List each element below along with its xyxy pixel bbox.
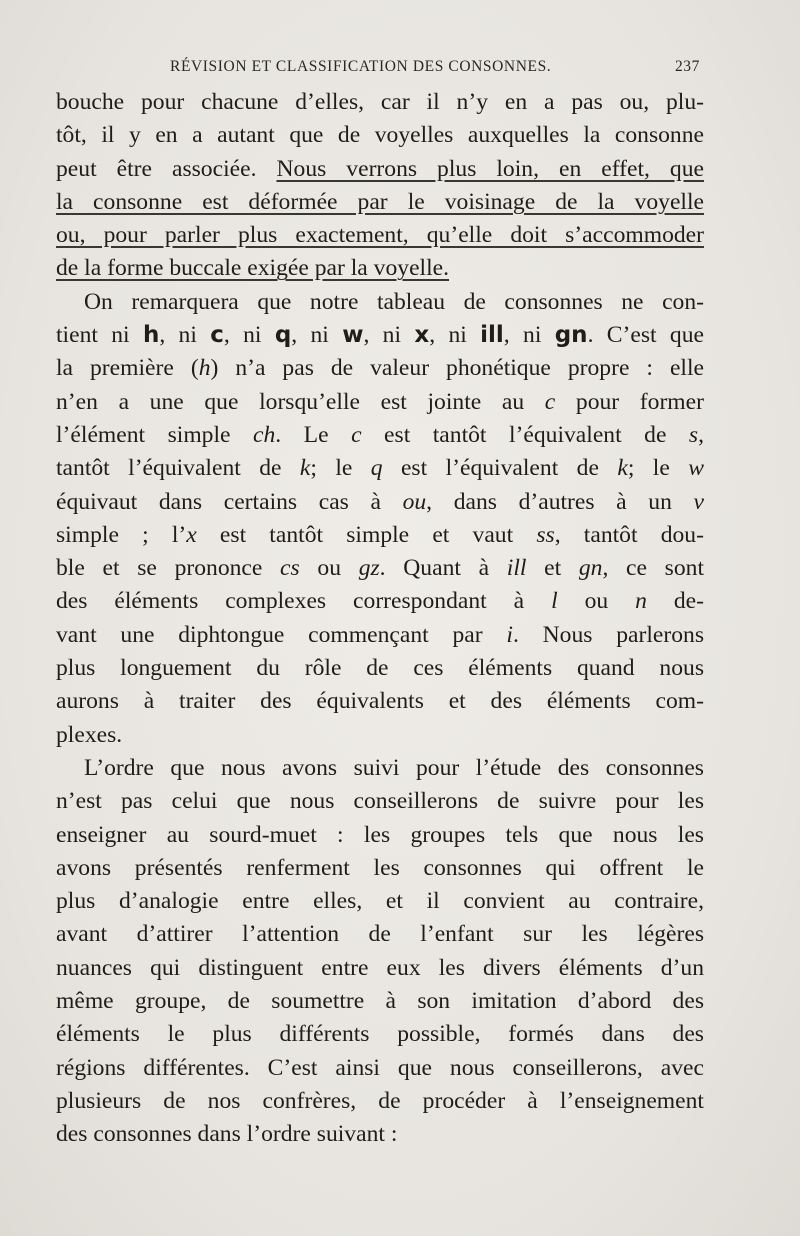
text-line [56, 419, 704, 452]
text-run: , ni [503, 322, 555, 349]
page-number: 237 [674, 58, 700, 75]
text-run: tantôt l’équivalent de [56, 455, 300, 482]
text-run: , tantôt dou- [554, 521, 704, 548]
text-run: simple ; l’ [56, 521, 187, 548]
bold-letter: w [342, 322, 364, 349]
text-line: avant d’attirer l’attention de l’enfant sur les légères [56, 921, 704, 948]
paragraph-3 [56, 752, 704, 1152]
italic-letter: gz [358, 555, 380, 582]
text-run: ou [557, 588, 636, 615]
text-line: nuances qui distinguent entre eux les divers éléments d’un [56, 954, 704, 981]
text-run: , ni [223, 322, 275, 349]
text-line [56, 519, 704, 552]
text-run: vant une diphtongue commençant par [56, 621, 507, 648]
italic-letter: n [635, 588, 647, 615]
text-run: , dans d’autres à un [426, 488, 694, 515]
text-line [56, 619, 704, 652]
text-line [56, 153, 704, 186]
italic-letter: s [688, 421, 699, 448]
text-line: régions différentes. C’est ainsi que nous conseillerons, avec [56, 1054, 704, 1081]
underlined-text: la consonne est déformée par le voisinage de la voyelle [56, 188, 704, 215]
text-line [56, 585, 704, 618]
paragraph-1 [56, 86, 704, 286]
italic-letter: ss [536, 521, 555, 548]
italic-letter: k [299, 455, 311, 482]
italic-letter: ch [253, 421, 276, 448]
text-run: . C’est que [587, 322, 704, 349]
italic-letter: i [506, 621, 513, 648]
text-line: L’ordre que nous avons suivi pour l’étude des consonnes [84, 754, 704, 781]
text-run: est tantôt simple et vaut [196, 521, 537, 548]
text-line: tôt, il y en a autant que de voyelles auxquelles la consonne [56, 122, 704, 149]
text-run: ; le [310, 455, 371, 482]
text-run: . Nous parlerons [512, 621, 704, 648]
italic-letter: l [551, 588, 558, 615]
running-head-title: RÉVISION ET CLASSIFICATION DES CONSONNES. [170, 58, 552, 75]
text-run: , ni [363, 322, 415, 349]
italic-letter: gn [578, 555, 603, 582]
text-run: . Quant à [379, 555, 507, 582]
italic-letter: v [693, 488, 704, 515]
text-line: avons présentés renferment les consonnes qui offrent le [56, 854, 704, 881]
bold-letter: q [274, 322, 292, 349]
text-line: plus d’analogie entre elles, et il convient au contraire, [56, 888, 704, 915]
text-line [56, 552, 704, 585]
text-run: des éléments complexes correspondant à [56, 588, 552, 615]
text-line [56, 186, 704, 219]
text-run: peut être associée. [56, 155, 277, 182]
text-run: ble et se prononce [56, 555, 281, 582]
italic-letter: ill [506, 555, 527, 582]
text-line: même groupe, de soumettre à son imitation d’abord des [56, 988, 704, 1015]
text-run: , ce sont [602, 555, 705, 582]
italic-letter: k [617, 455, 628, 482]
text-run: est l’équivalent de [382, 455, 618, 482]
text-run: la première ( [56, 355, 199, 382]
body-text [56, 86, 704, 1152]
text-run: tient ni [56, 322, 143, 349]
italic-letter: c [544, 388, 556, 415]
text-run: ) n’a pas de valeur phonétique propre : elle [210, 355, 704, 382]
text-run: de- [646, 588, 704, 615]
text-line [56, 319, 704, 352]
text-run: pour former [555, 388, 704, 415]
text-run: , ni [429, 322, 481, 349]
paragraph-2 [56, 286, 704, 752]
text-line: enseigner au sourd-muet : les groupes tels que nous les [56, 821, 704, 848]
text-run: équivaut dans certains cas à [56, 488, 403, 515]
text-run: , ni [159, 322, 211, 349]
text-line: plusieurs de nos confrères, de procéder à l’enseignement [56, 1087, 704, 1114]
text-line [56, 452, 704, 485]
text-line: plexes. [56, 721, 123, 748]
text-line [56, 219, 704, 252]
text-run: , [698, 421, 705, 448]
bold-letter: h [142, 322, 160, 349]
bold-letter: gn [554, 322, 588, 349]
underlined-text: ou, pour parler plus exactement, qu’elle doit s’accommoder [56, 222, 704, 249]
text-line [56, 352, 704, 385]
text-run: et [526, 555, 579, 582]
text-run: . Le [275, 421, 352, 448]
bold-letter: c [210, 322, 224, 349]
bold-letter: x [414, 322, 430, 349]
text-line: aurons à traiter des équivalents et des éléments com- [56, 688, 704, 715]
text-run: est tantôt l’équivalent de [361, 421, 689, 448]
text-line [56, 486, 704, 519]
text-line [56, 386, 704, 419]
text-run: , ni [291, 322, 343, 349]
underlined-text: de la forme buccale exigée par la voyelle. [56, 255, 450, 282]
text-run: n’en a une que lorsqu’elle est jointe au [56, 388, 545, 415]
text-line: n’est pas celui que nous conseillerons de suivre pour les [56, 788, 704, 815]
text-line: plus longuement du rôle de ces éléments quand nous [56, 655, 704, 682]
text-run: l’élément simple [56, 421, 253, 448]
text-line: bouche pour chacune d’elles, car il n’y en a pas ou, plu- [56, 89, 704, 115]
italic-letter: ou [402, 488, 427, 515]
italic-letter: x [186, 521, 197, 548]
text-run: ; le [627, 455, 689, 482]
text-line: des consonnes dans l’ordre suivant : [56, 1121, 398, 1148]
italic-letter: q [370, 455, 383, 482]
italic-letter: h [198, 355, 211, 382]
text-line: On remarquera que notre tableau de consonnes ne con- [84, 288, 704, 315]
text-line [56, 252, 704, 285]
italic-letter: w [688, 455, 704, 482]
italic-letter: cs [280, 555, 300, 582]
text-run: ou [299, 555, 359, 582]
italic-letter: c [351, 421, 362, 448]
bold-letter: ill [480, 322, 504, 349]
underlined-text: Nous verrons plus loin, en effet, que [276, 155, 704, 182]
text-line: éléments le plus différents possible, formés dans des [56, 1021, 704, 1048]
